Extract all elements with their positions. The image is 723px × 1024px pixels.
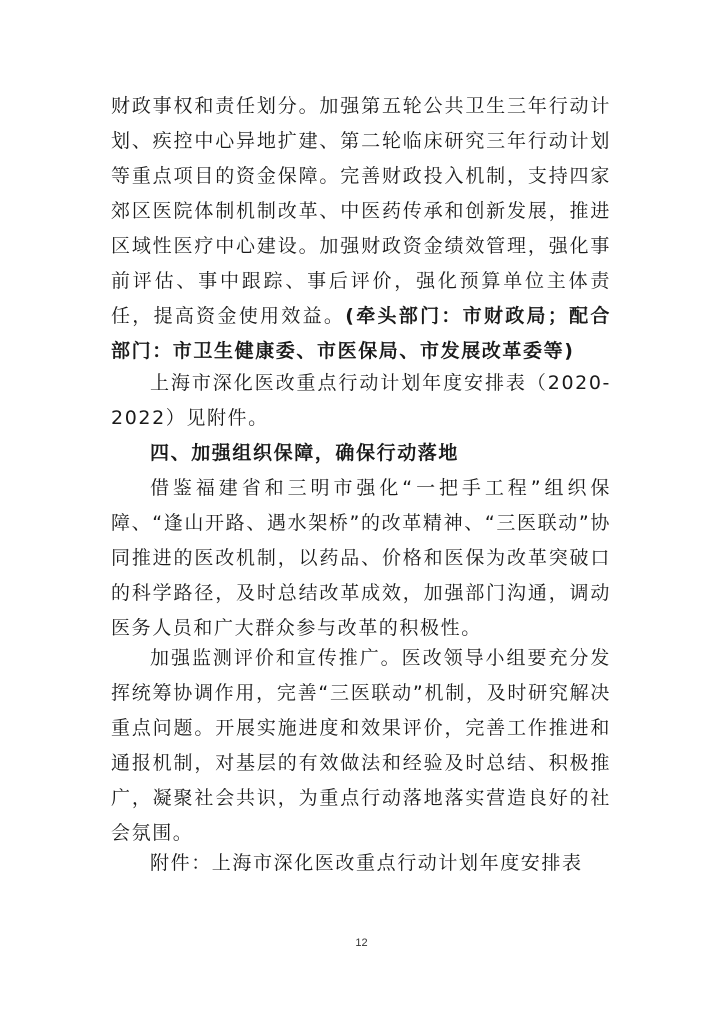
paragraph-fujian-sanming: 借鉴福建省和三明市强化“一把手工程”组织保障、“逢山开路、遇水架桥”的改革精神、“三医联动”协同推进的医改机制，以药品、价格和医保为改革突破口的科学路径，及时总结改革成效，加强部门沟通，调动医务人员和广大群众参与改革的积极性。 — [111, 477, 611, 639]
paragraph-monitoring: 加强监测评价和宣传推广。医改领导小组要充分发挥统筹协调作用，完善“三医联动”机制，及时研究解决重点问题。开展实施进度和效果评价，完善工作推进和通报机制，对基层的有效做法和经验及时总结、积极推广，凝聚社会共识，为重点行动落地落实营造良好的社会氛围。 — [111, 647, 611, 844]
paragraph-text: 财政事权和责任划分。加强第五轮公共卫生三年行动计划、疾控中心异地扩建、第二轮临床研究三年行动计划等重点项目的资金保障。完善财政投入机制，支持四家郊区医院体制机制改革、中医药传承和创新发展，推进区域性医疗中心建设。加强财政资金绩效管理，强化事前评估、事中跟踪、事后评价，强化预算单位主体责任，提高资金使用效益。 — [111, 95, 611, 327]
attachment-line: 附件：上海市深化医改重点行动计划年度安排表 — [150, 852, 583, 874]
section-heading: 四、加强组织保障，确保行动落地 — [150, 442, 460, 464]
paragraph-finance-tasks — [111, 89, 611, 369]
page-number: 12 — [355, 937, 368, 949]
paragraph-annual-schedule: 上海市深化医改重点行动计划年度安排表（2020-2022）见附件。 — [111, 372, 611, 429]
lead-department-note: (牵头部门：市财政局；配合部门：市卫生健康委、市医保局、市发展改革委等) — [111, 305, 612, 362]
